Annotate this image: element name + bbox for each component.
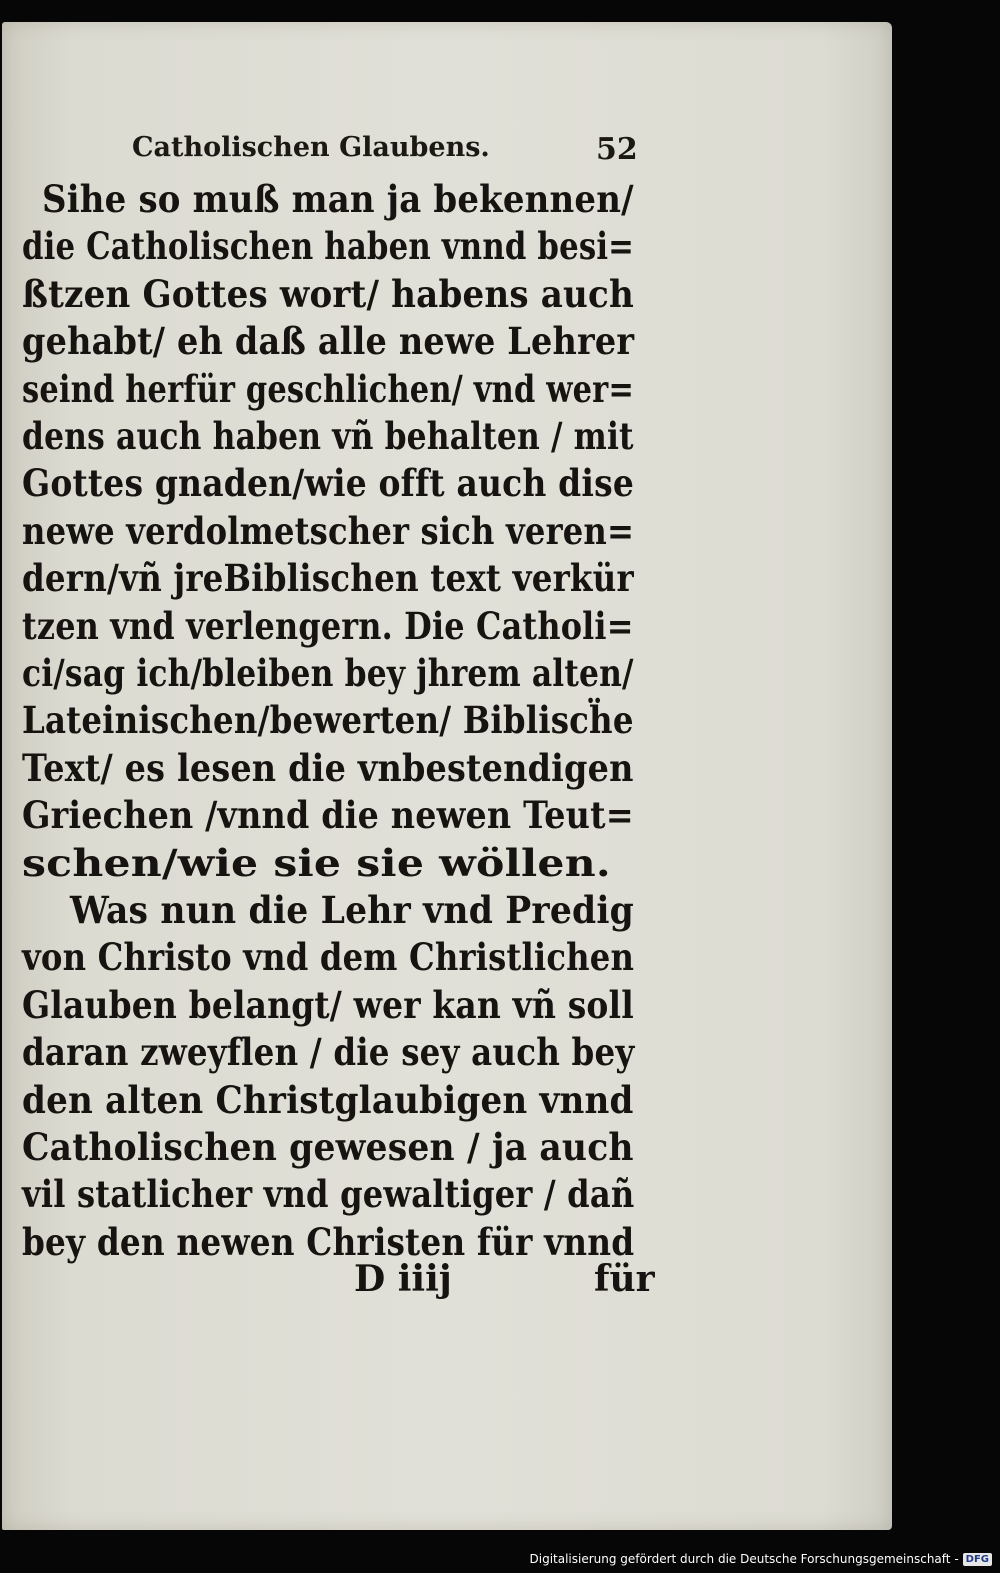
running-head: Catholischen Glaubens.	[132, 132, 490, 163]
text-line: tzen vnd verlengern. Die Catholi=	[22, 603, 634, 648]
text-line: gehabt/ eh daß alle newe Lehrer	[22, 319, 635, 364]
text-line: newe verdolmetscher sich veren=	[22, 508, 635, 553]
dfg-logo-icon: DFG	[963, 1553, 992, 1566]
text-line: seind herfür geschlichen/ vnd wer=	[22, 366, 635, 411]
text-line: Catholischen gewesen / ja auch	[22, 1125, 634, 1169]
text-line: schen/wie sie sie wöllen.	[22, 840, 611, 885]
text-line: bey den newen Christen für vnnd	[22, 1219, 635, 1264]
funding-footer	[530, 1549, 993, 1569]
text-line: daran zweyflen / die sey auch bey	[22, 1030, 635, 1075]
catchword: für	[594, 1258, 655, 1300]
text-line: ßtzen Gottes wort/ habens auch	[22, 271, 634, 316]
text-line: Text/ es lesen die vnbestendigen	[22, 745, 634, 790]
funding-text: Digitalisierung gefördert durch die Deutsche Forschungsgemeinschaft -	[529, 1552, 959, 1566]
text-line: ci/sag ich/bleiben bey jhrem alten/	[22, 651, 634, 695]
text-line: Gottes gnaden/wie offt auch dise	[22, 461, 634, 506]
text-line: Sihe so muß man ja bekennen/	[42, 177, 634, 221]
text-line: dens auch haben vñ behalten / mit	[22, 414, 634, 458]
signature-mark: D iiij	[354, 1258, 452, 1300]
text-line: von Christo vnd dem Christlichen	[22, 935, 635, 980]
text-line: die Catholischen haben vnnd besi=	[22, 224, 635, 269]
text-line: Glauben belangt/ wer kan vñ soll	[22, 982, 634, 1027]
text-line: Lateinischen/bewerten/ Bibliscḧe	[22, 698, 634, 743]
text-line: dern/vñ jreBiblischen text verkür	[22, 556, 634, 601]
book-page	[2, 22, 892, 1530]
page-number: 52	[596, 132, 638, 167]
text-line: den alten Christglaubigen vnnd	[22, 1077, 634, 1122]
text-line: Griechen /vnnd die newen Teut=	[22, 793, 634, 838]
text-line: vil statlicher vnd gewaltiger / dañ	[22, 1172, 635, 1217]
text-line: Was nun die Lehr vnd Predig	[70, 888, 634, 932]
